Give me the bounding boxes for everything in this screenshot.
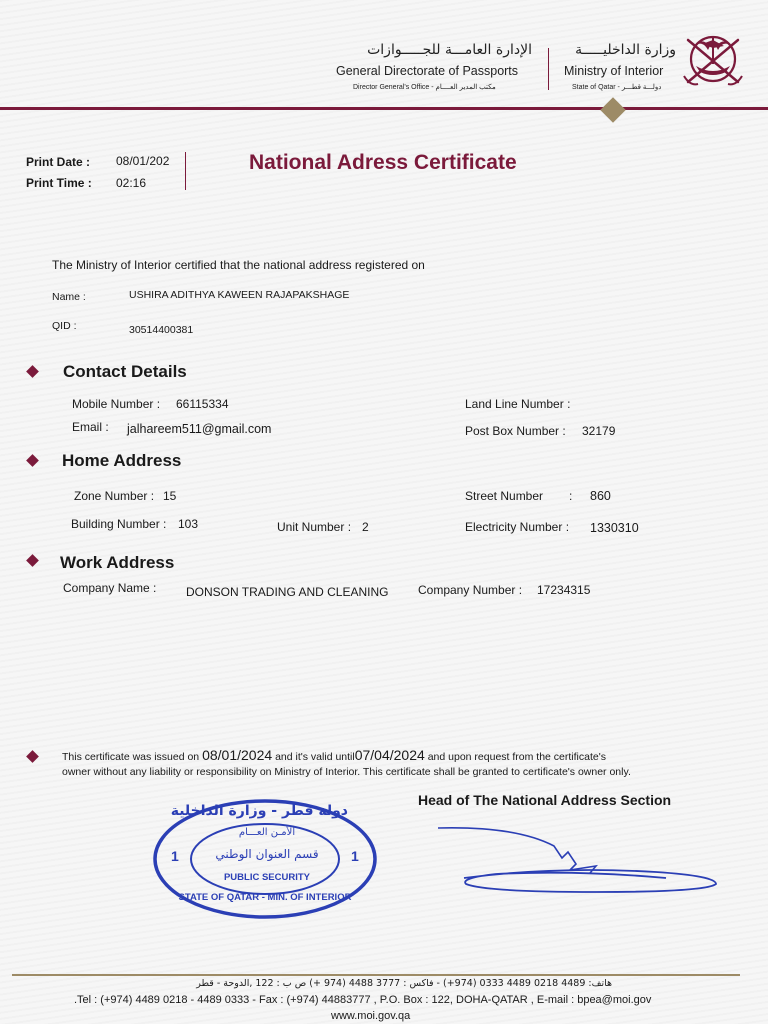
footer-arabic-contact: هاتف: 4489 0218 4489 0333 (974+) - فاكس : 3777 4488 (974 +) ص ب : 122 ,الدوحة - قطر <box>196 978 612 989</box>
contact-heading: Contact Details <box>63 362 187 381</box>
qid-label: QID : <box>52 320 77 332</box>
stamp-number-right: 1 <box>351 848 359 864</box>
contact-bullet <box>26 365 39 378</box>
print-time-value: 02:16 <box>116 176 147 190</box>
street-label: Street Number <box>465 489 544 503</box>
mobile-label: Mobile Number : <box>72 397 161 411</box>
directorate-english: General Directorate of Passports <box>336 64 519 78</box>
footer-rule <box>12 974 740 976</box>
ministry-arabic: وزارة الداخليـــــة <box>575 42 676 58</box>
home-heading: Home Address <box>62 451 182 470</box>
valid-date: 07/04/2024 <box>354 747 425 763</box>
print-time-label: Print Time : <box>26 176 92 190</box>
name-label: Name : <box>52 291 86 303</box>
directorate-arabic: الإدارة العامـــة للجـــــوازات <box>367 42 532 58</box>
certificate-title: National Adress Certificate <box>249 151 517 174</box>
statement-part-1: This certificate was issued on <box>62 751 200 763</box>
electricity-label: Electricity Number : <box>465 520 570 534</box>
electricity-value: 1330310 <box>590 521 639 535</box>
company-name-value: DONSON TRADING AND CLEANING <box>186 585 389 599</box>
issue-date: 08/01/2024 <box>202 747 273 763</box>
ministry-english: Ministry of Interior <box>564 64 664 78</box>
stamp-number-left: 1 <box>171 848 179 864</box>
header-diamond-ornament <box>600 97 625 122</box>
state-label: State of Qatar - دولـــة قطـــر <box>572 84 662 91</box>
unit-value: 2 <box>362 520 369 534</box>
statement-bullet <box>26 750 39 763</box>
directors-office: Director General's Office - مكتب المدير العــــام <box>353 84 496 91</box>
signature-heading: Head of The National Address Section <box>418 792 672 808</box>
landline-label: Land Line Number : <box>465 397 571 411</box>
stamp-mid-arabic: الأمـن العـــام <box>238 827 296 838</box>
zone-value: 15 <box>163 489 177 503</box>
print-divider <box>185 152 186 190</box>
pobox-value: 32179 <box>582 424 616 438</box>
street-value: 860 <box>590 489 611 503</box>
stamp-top-arabic: دولة قطر - وزارة الداخلية <box>170 803 348 819</box>
unit-label: Unit Number : <box>277 520 352 534</box>
qatar-emblem-icon <box>680 26 746 92</box>
street-separator: : <box>569 489 573 503</box>
qid-value: 30514400381 <box>129 324 194 336</box>
print-date-label: Print Date : <box>26 155 91 169</box>
building-label: Building Number : <box>71 517 167 531</box>
company-name-label: Company Name : <box>63 581 157 595</box>
mobile-value: 66115334 <box>176 397 229 411</box>
name-value: USHIRA ADITHYA KAWEEN RAJAPAKSHAGE <box>129 289 350 301</box>
footer-english-contact: .Tel : (+974) 4489 0218 - 4489 0333 - Fax : (+974) 44883777 , P.O. Box : 122, DOHA-QATAR , E-mail : bpea@moi.gov <box>74 994 652 1006</box>
pobox-label: Post Box Number : <box>465 424 566 438</box>
statement-part-3: and upon request from the certificate's <box>427 751 606 763</box>
print-date-value: 08/01/202 <box>116 154 170 168</box>
statement-line-2: owner without any liability or responsibility on Ministry of Interior. This certificate shall be granted to certificate's owner only. <box>62 766 631 778</box>
intro-text: The Ministry of Interior certified that the national address registered on <box>52 258 425 272</box>
signature <box>436 826 736 896</box>
statement-line-1 <box>62 747 606 763</box>
stamp-center-arabic: قسم العنوان الوطني <box>215 847 319 861</box>
company-number-label: Company Number : <box>418 583 523 597</box>
official-stamp <box>152 797 378 921</box>
email-label: Email : <box>72 420 109 434</box>
company-number-value: 17234315 <box>537 583 591 597</box>
statement-part-2: and it's valid until <box>275 751 355 763</box>
footer-website: www.moi.gov.qa <box>331 1010 411 1022</box>
work-heading: Work Address <box>60 553 175 572</box>
zone-label: Zone Number : <box>74 489 155 503</box>
home-bullet <box>26 454 39 467</box>
work-bullet <box>26 554 39 567</box>
email-value: jalhareem511@gmail.com <box>127 422 272 436</box>
header-divider <box>548 48 549 90</box>
stamp-public-security: PUBLIC SECURITY <box>223 872 311 883</box>
building-value: 103 <box>178 517 199 531</box>
header-rule <box>0 107 768 110</box>
stamp-bottom-text: STATE OF QATAR - MIN. OF INTERIOR <box>178 892 352 903</box>
